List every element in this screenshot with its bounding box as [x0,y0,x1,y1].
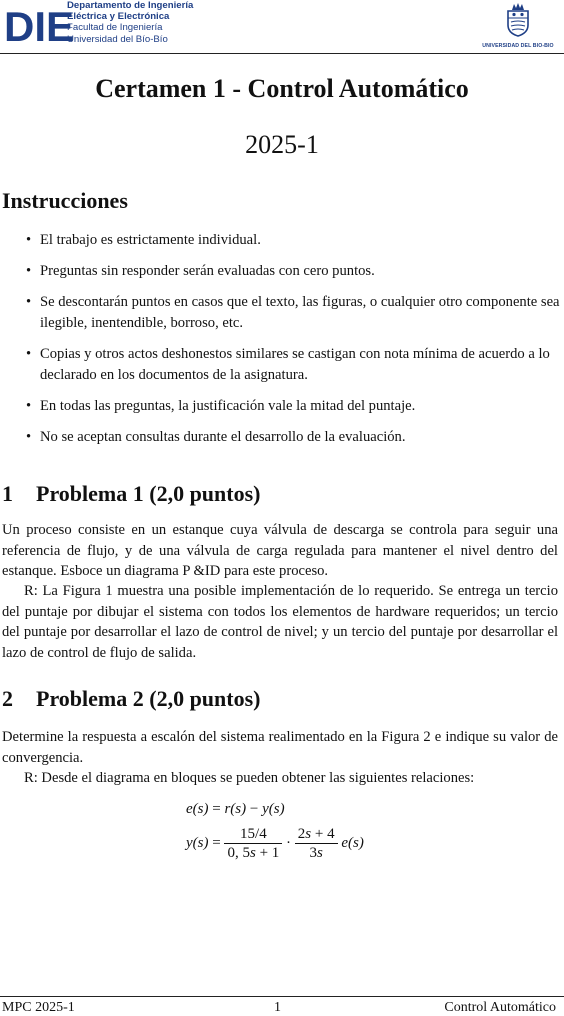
logo-text: DIE [4,3,75,50]
list-item: • Copias y otros actos deshonestos similares se castigan con nota mínima de acuerdo a lo declarado en los documentos de la asignatura. [26,346,550,383]
section-title: Problema 2 (2,0 puntos) [36,686,261,711]
dept-line-3: Facultad de Ingeniería [67,22,163,34]
page-subtitle: 2025-1 [245,130,319,159]
crest-icon [503,1,533,37]
page-header [0,0,564,52]
section-2-paragraph-2: R: Desde el diagrama en bloques se pueden obtener las siguientes relaciones: [24,770,475,786]
header-divider [0,53,564,54]
bullet-icon: • [26,263,32,279]
fraction-1: $\frac{15/4}{0, 5s + 1}$ [224,825,282,862]
university-caption: UNIVERSIDAD DEL BIO-BIO [482,43,554,49]
dept-line-4: Universidad del Bío-Bío [67,33,168,45]
bullet-icon: • [26,232,32,248]
section-title: Problema 1 (2,0 puntos) [36,481,261,506]
list-item: • No se aceptan consultas durante el desarrollo de la evaluación. [26,427,564,448]
university-logo [478,1,558,49]
bullet-icon: • [26,429,32,445]
section-1-paragraph-2: R: La Figura 1 muestra una posible implementación de lo requerido. Se entrega un tercio del puntaje por dibujar el sistema con todos los elementos de hardware requeridos; un tercio del puntaje por desarrollar el lazo de control de nivel; y un tercio del puntaje por desarrollar el lazo de control de flujo de salida. [2,583,558,661]
section-1-heading [2,481,261,507]
section-number: 2 [2,686,13,711]
department-name [67,0,193,45]
dept-line-2: Eléctrica y Electrónica [67,11,170,23]
list-item: • Preguntas sin responder serán evaluadas con cero puntos. [26,261,564,282]
section-number: 1 [2,481,13,506]
section-2-heading [2,686,261,712]
instructions-heading: Instrucciones [2,188,128,213]
section-2-paragraph-1: Determine la respuesta a escalón del sistema realimentado en la Figura 2 e indique su valor de convergencia. [2,729,558,766]
list-item: • El trabajo es estrictamente individual. [26,230,564,251]
dept-line-1: Departamento de Ingeniería [67,0,194,11]
section-1-paragraph-1: Un proceso consiste en un estanque cuya válvula de descarga se controla para seguir una referencia de flujo, y de una válvula de carga regulada para mantener el nivel dentro del estanque. Esboce un diagrama P &ID para este proceso. [2,522,558,579]
bullet-icon: • [26,294,32,310]
page-number: 1 [274,1000,281,1015]
die-logo [4,3,75,50]
page-title: Certamen 1 - Control Automático [95,74,469,103]
footer-right: Control Automático [444,1000,556,1015]
bullet-icon: • [26,346,32,362]
fraction-2: $\frac{2s + 4}{3s}$ [295,825,338,862]
instructions-list [26,230,564,458]
footer-divider [0,996,564,997]
equation-output: y(s) = $\frac{15/4}{0, 5s + 1}$ · $\frac{2s + 4}{3s}$ e(s) [186,826,364,861]
list-item: • Se descontarán puntos en casos que el texto, las figuras, o cualquier otro componente sea ilegible, inentendible, borroso, etc. [26,294,560,331]
footer-left: MPC 2025-1 [2,1000,75,1015]
equation-error: e(s) = r(s) − y(s) [186,801,285,817]
list-item: • En todas las preguntas, la justificación vale la mitad del puntaje. [26,396,564,417]
bullet-icon: • [26,398,32,414]
